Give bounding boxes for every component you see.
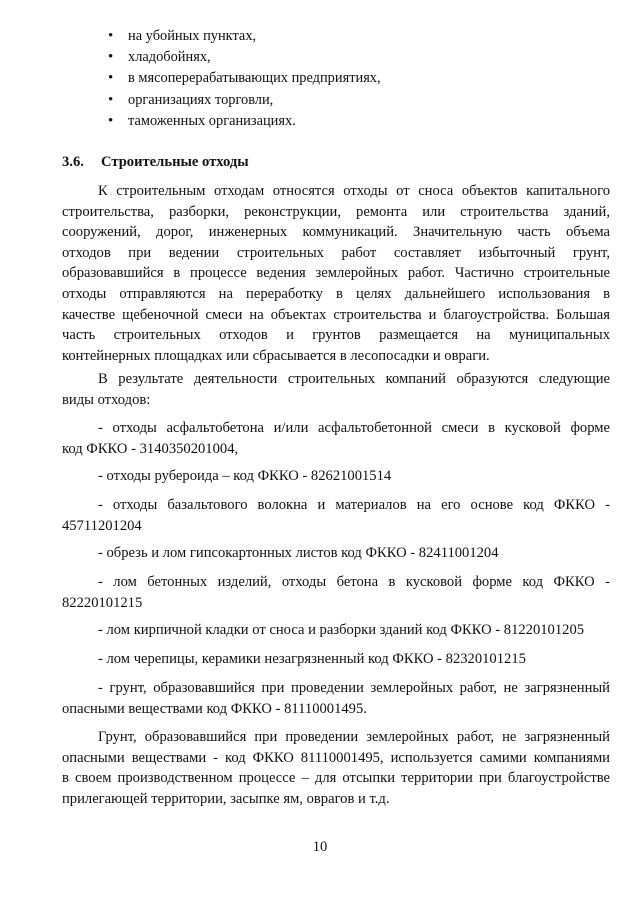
text-line: сооружений, дорог, инженерных коммуникаций. Значительную часть объема — [62, 224, 610, 241]
waste-item — [62, 543, 610, 564]
text-line: - грунт, образовавшийся при проведении землеройных работ, не загрязненный — [98, 680, 610, 696]
text-line: - лом бетонных изделий, отходы бетона в кусковой форме код ФККО - — [98, 574, 610, 590]
paragraph-soil — [62, 727, 610, 809]
text-line: - лом кирпичной кладки от сноса и разборки зданий код ФККО - 81220101205 — [98, 622, 585, 638]
text-line: - отходы базальтового волокна и материалов на его основе код ФККО - — [98, 497, 610, 513]
section-number: 3.6. — [62, 154, 84, 170]
text-line: - отходы рубероида – код ФККО - 82621001514 — [98, 468, 392, 484]
text-line: 45711201204 — [62, 517, 142, 534]
page-number: 10 — [312, 839, 328, 855]
section-heading — [62, 154, 249, 171]
bullet-item: • таможенных организациях. — [108, 111, 588, 132]
waste-item — [62, 678, 610, 719]
text-line: В результате деятельности строительных компаний образуются следующие — [98, 371, 610, 387]
bullet-item: • на убойных пунктах, — [108, 26, 588, 47]
text-line: часть строительных отходов и грунтов размещается на муниципальных — [62, 327, 610, 344]
text-line: - лом черепицы, керамики незагрязненный код ФККО - 82320101215 — [98, 651, 526, 667]
section-title: Строительные отходы — [101, 154, 249, 170]
waste-item — [62, 649, 610, 670]
text-line: строительства, разборки, реконструкции, ремонта или строительства зданий, — [62, 203, 610, 220]
text-line: виды отходов: — [62, 391, 151, 408]
bullet-list — [108, 26, 588, 132]
text-line: качестве щебеночной смеси на объектах строительства и благоустройства. Большая — [62, 306, 610, 323]
text-line: К строительным отходам относятся отходы от сноса объектов капитального — [98, 183, 610, 199]
bullet-item: • хладобойнях, — [108, 47, 588, 68]
waste-item — [62, 495, 610, 536]
text-line: отходы отправляются на переработку в целях дальнейшего использования в — [62, 285, 610, 302]
text-line: опасными веществами - код ФККО 81110001495, используется самими компаниями — [62, 749, 610, 766]
text-line: отходов при ведении строительных работ составляет избыточный грунт, — [62, 244, 610, 261]
text-line: в своем производственном процессе – для отсыпки территории при благоустройстве — [62, 770, 610, 787]
text-line: прилегающей территории, засыпке ям, оврагов и т.д. — [62, 790, 390, 807]
paragraph-intro — [62, 181, 610, 366]
bullet-item: • организациях торговли, — [108, 90, 588, 111]
text-line: контейнерных площадках или сбрасывается в лесопосадки и овраги. — [62, 347, 490, 364]
waste-item — [62, 572, 610, 613]
bullet-item: • в мясоперерабатывающих предприятиях, — [108, 68, 588, 89]
text-line: код ФККО - 3140350201004, — [62, 440, 239, 457]
text-line: опасными веществами код ФККО - 81110001495. — [62, 700, 367, 717]
waste-item — [62, 466, 610, 487]
text-line: Грунт, образовавшийся при проведении землеройных работ, не загрязненный — [98, 729, 610, 745]
text-line: - отходы асфальтобетона и/или асфальтобетонной смеси в кусковой форме — [98, 420, 610, 436]
text-line: 82220101215 — [62, 594, 143, 611]
text-line: - обрезь и лом гипсокартонных листов код ФККО - 82411001204 — [98, 545, 499, 561]
paragraph-types — [62, 369, 610, 410]
waste-item — [62, 620, 610, 641]
text-line: образовавшийся в процессе ведения землеройных работ. Частично строительные — [62, 265, 610, 282]
waste-item — [62, 418, 610, 459]
